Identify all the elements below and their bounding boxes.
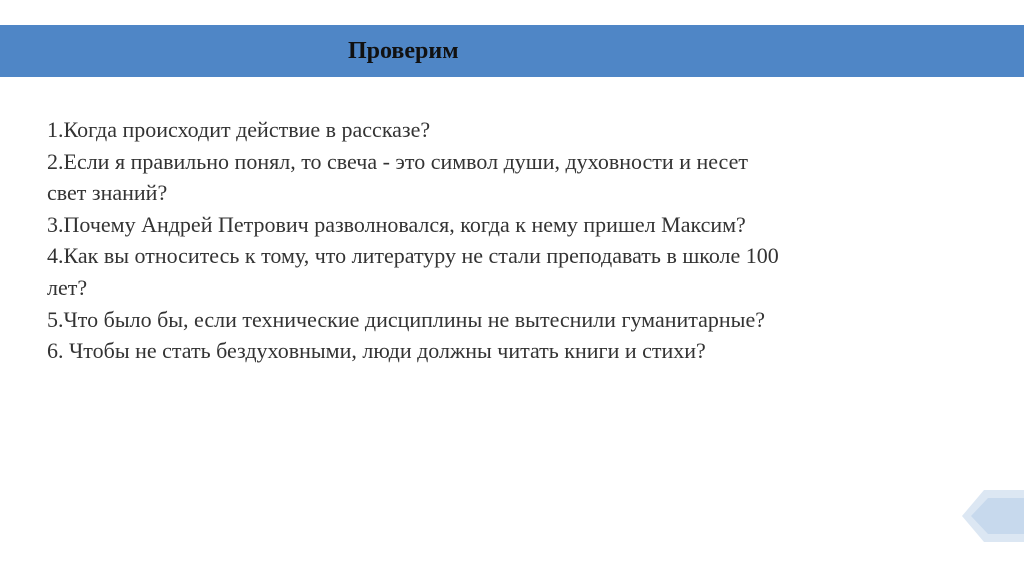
- slide-title: Проверим: [348, 38, 459, 64]
- question-line: 5.Что было бы, если технические дисциплины не вытеснили гуманитарные?: [47, 306, 765, 332]
- question-line: 2.Если я правильно понял, то свеча - это символ души, духовности и несет: [47, 148, 748, 174]
- left-arrow-icon[interactable]: [962, 490, 1024, 542]
- question-list: [47, 114, 947, 367]
- question-line: 4.Как вы относитесь к тому, что литературу не стали преподавать в школе 100: [47, 243, 779, 269]
- question-line: 6. Чтобы не стать бездуховными, люди должны читать книги и стихи?: [47, 338, 706, 364]
- header-bar: [0, 25, 1024, 77]
- question-line: лет?: [47, 274, 88, 300]
- question-line: 1.Когда происходит действие в рассказе?: [47, 117, 431, 142]
- question-line: 3.Почему Андрей Петрович разволновался, когда к нему пришел Максим?: [47, 211, 746, 237]
- question-line: свет знаний?: [47, 180, 168, 206]
